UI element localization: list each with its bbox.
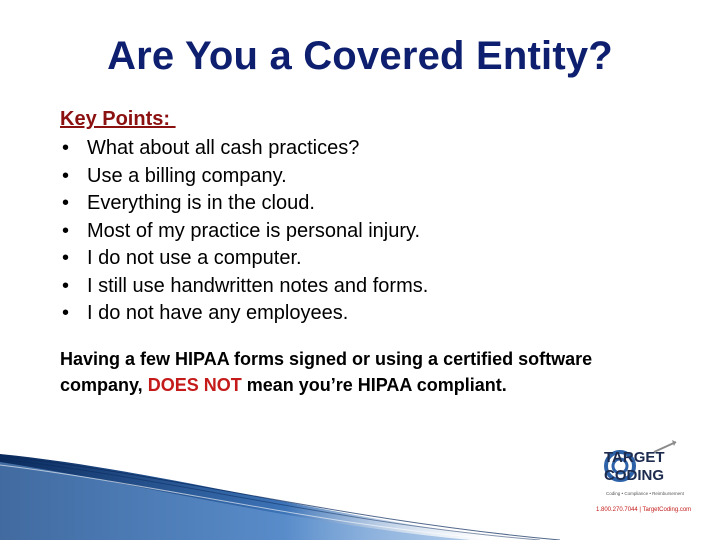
logo-name-bottom: CODING <box>604 467 664 484</box>
bullet-dot: • <box>62 192 70 214</box>
bullet-dot: • <box>62 302 70 324</box>
compliance-note-start: Having a few HIPAA forms signed or using a certified software company, <box>60 349 593 395</box>
list-item <box>60 163 428 191</box>
bullet-text: Most of my practice is personal injury. <box>87 219 421 242</box>
list-item <box>60 300 428 328</box>
list-item <box>60 190 428 218</box>
bullet-text: I do not have any employees. <box>87 302 349 324</box>
bullet-dot: • <box>62 247 70 269</box>
bullet-text: Everything is in the cloud. <box>87 192 315 214</box>
compliance-note-end: mean you’re HIPAA compliant. <box>241 375 507 395</box>
bullet-text: I still use handwritten notes and forms. <box>87 274 429 297</box>
logo-tagline: Coding • Compliance • Reimbursement <box>606 491 684 496</box>
bullet-text: I do not use a computer. <box>87 247 302 269</box>
slide-title: Are You a Covered Entity? <box>107 34 613 78</box>
bullet-dot: • <box>62 137 70 159</box>
bullet-text: Use a billing company. <box>87 164 287 187</box>
list-item <box>60 273 428 301</box>
compliance-note <box>60 346 660 398</box>
target-coding-logo <box>590 440 700 520</box>
bullet-dot: • <box>62 164 70 187</box>
bullet-dot: • <box>62 219 70 242</box>
list-item <box>60 245 428 273</box>
logo-name-top: TARGET <box>604 449 665 466</box>
bullet-dot: • <box>62 274 70 297</box>
does-not-emphasis: DOES NOT <box>147 375 242 395</box>
logo-contact: 1.800.270.7044 | TargetCoding.com <box>596 507 692 513</box>
list-item <box>60 135 428 163</box>
key-points-heading: Key Points: <box>60 108 176 130</box>
key-points-list <box>60 135 428 328</box>
bullet-text: What about all cash practices? <box>87 137 360 159</box>
list-item <box>60 218 428 246</box>
